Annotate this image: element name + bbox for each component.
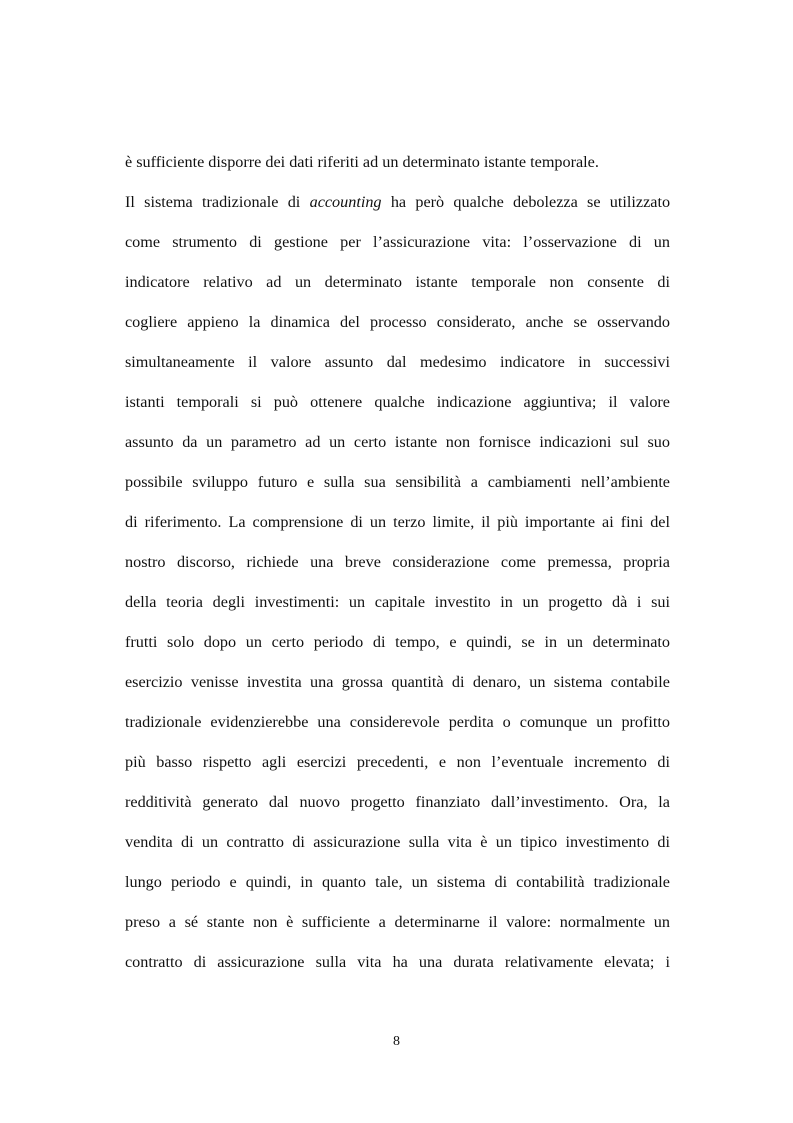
text-line: cogliere appieno la dinamica del processo considerato, anche se osservando xyxy=(125,313,670,331)
text-fragment: ha però qualche debolezza se utilizzato xyxy=(390,193,671,211)
text-line: simultaneamente il valore assunto dal medesimo indicatore in successivi xyxy=(125,353,670,371)
text-line: tradizionale evidenzierebbe una considerevole perdita o comunque un profitto xyxy=(125,713,670,731)
text-line: più basso rispetto agli esercizi precedenti, e non l’eventuale incremento di xyxy=(125,753,670,771)
text-line: è sufficiente disporre dei dati riferiti ad un determinato istante temporale. xyxy=(125,153,599,171)
text-line: indicatore relativo ad un determinato istante temporale non consente di xyxy=(125,273,670,291)
page-number: 8 xyxy=(393,1034,400,1049)
text-line: frutti solo dopo un certo periodo di tempo, e quindi, se in un determinato xyxy=(125,633,670,651)
text-line: preso a sé stante non è sufficiente a determinarne il valore: normalmente un xyxy=(125,913,670,931)
text-line xyxy=(125,189,670,229)
italic-term: accounting xyxy=(309,193,382,211)
text-fragment: Il sistema tradizionale di xyxy=(125,193,301,211)
text-line: nostro discorso, richiede una breve considerazione come premessa, propria xyxy=(125,553,670,571)
text-line: vendita di un contratto di assicurazione sulla vita è un tipico investimento di xyxy=(125,833,670,851)
body-text xyxy=(125,149,670,989)
text-line: contratto di assicurazione sulla vita ha una durata relativamente elevata; i xyxy=(125,953,670,971)
text-line: istanti temporali si può ottenere qualche indicazione aggiuntiva; il valore xyxy=(125,393,670,411)
text-line: lungo periodo e quindi, in quanto tale, un sistema di contabilità tradizionale xyxy=(125,873,670,891)
text-line: della teoria degli investimenti: un capitale investito in un progetto dà i sui xyxy=(125,593,670,611)
text-line: assunto da un parametro ad un certo istante non fornisce indicazioni sul suo xyxy=(125,433,670,451)
text-line: possibile sviluppo futuro e sulla sua sensibilità a cambiamenti nell’ambiente xyxy=(125,473,670,491)
text-line: come strumento di gestione per l’assicurazione vita: l’osservazione di un xyxy=(125,233,670,251)
text-line: esercizio venisse investita una grossa quantità di denaro, un sistema contabile xyxy=(125,673,670,691)
text-line: di riferimento. La comprensione di un terzo limite, il più importante ai fini del xyxy=(125,513,670,531)
text-line: redditività generato dal nuovo progetto finanziato dall’investimento. Ora, la xyxy=(125,793,670,811)
